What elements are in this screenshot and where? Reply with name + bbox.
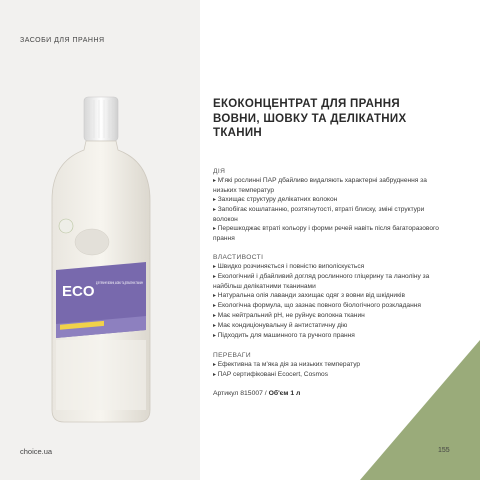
list-item: ▸ Швидко розчиняється і повністю виполіскується (213, 262, 443, 272)
list-item: ▸ Екологічний і дбайливий догляд рослинного гліцерину та ланоліну за найбільш делікатними тканинами (213, 272, 443, 291)
properties-heading: ВЛАСТИВОСТІ (213, 253, 264, 261)
label-brand: ECO (62, 283, 95, 300)
list-item: ▸ Ефективна та м'яка дія за низьких температур (213, 360, 443, 370)
product-bottle-image (0, 0, 200, 480)
list-item: ▸ Перешкоджає втраті кольору і форми речей навіть після багаторазового прання (213, 224, 443, 243)
advantages-heading: ПЕРЕВАГИ (213, 351, 252, 359)
section-label: ЗАСОБИ ДЛЯ ПРАННЯ (20, 37, 105, 44)
properties-section (213, 253, 443, 341)
action-list (213, 176, 443, 243)
corner-accent (360, 340, 480, 480)
list-item: ▸ Екологічна формула, що зазнає повного біологічного розкладання (213, 301, 443, 311)
list-item: ▸ Запобігає кошлатанню, розтягнутості, втраті блиску, зміні структури волокон (213, 205, 443, 224)
page-number: 155 (438, 447, 450, 454)
list-item: ▸ Захищає структуру делікатних волокон (213, 195, 443, 205)
product-volume: Об'єм 1 л (268, 389, 301, 397)
properties-list (213, 262, 443, 341)
article-number: Артикул 815007 / (213, 389, 267, 397)
list-item: ▸ М'які рослинні ПАР дбайливо видаляють характерні забруднення за низьких температур (213, 176, 443, 195)
action-heading: ДІЯ (213, 167, 226, 175)
list-item: ▸ Має нейтральний pH, не руйнує волокна тканин (213, 311, 443, 321)
list-item: ▸ Підходить для машинного та ручного прання (213, 331, 443, 341)
label-subtitle: ДЛЯ ПРАННЯ ВОВНИ, ШОВКУ ТА ДЕЛІКАТНИХ ТКАНИН (96, 281, 144, 285)
footer-url[interactable]: choice.ua (20, 447, 53, 456)
product-title: ЕКОКОНЦЕНТРАТ ДЛЯ ПРАННЯ ВОВНИ, ШОВКУ ТА ДЕЛІКАТНИХ ТКАНИН (213, 98, 407, 139)
list-item: ▸ ПАР сертифіковані Ecocert, Cosmos (213, 370, 443, 380)
list-item: ▸ Має кондиціонувальну й антистатичну дію (213, 321, 443, 331)
list-item: ▸ Натуральна олія лаванди захищає одяг з вовни від шкідників (213, 291, 443, 301)
action-section (213, 167, 443, 243)
